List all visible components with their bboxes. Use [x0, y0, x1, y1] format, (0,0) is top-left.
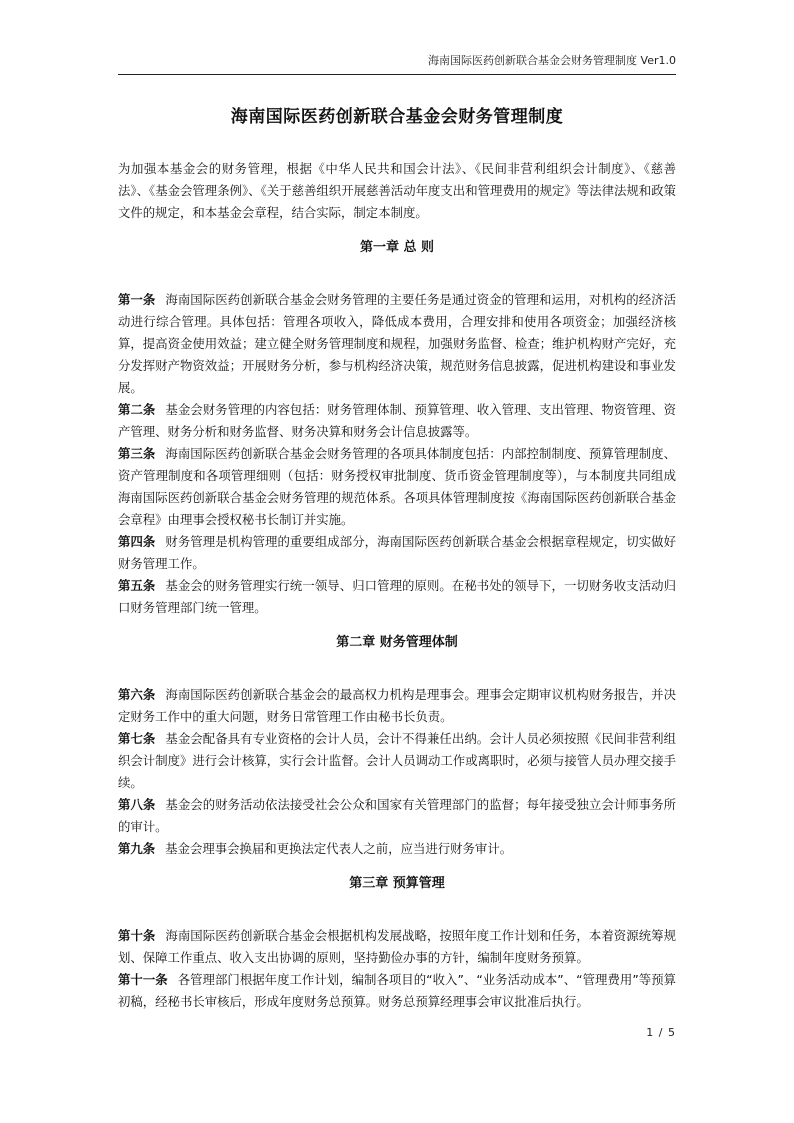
article-paragraph [118, 794, 676, 838]
article-label: 第二条 [118, 402, 156, 417]
intro-paragraph: 为加强本基金会的财务管理，根据《中华人民共和国会计法》、《民间非营利组织会计制度》、《慈善法》、《基金会管理条例》、《关于慈善组织开展慈善活动年度支出和管理费用的规定》等法律法规和政策文件的规定，和本基金会章程，结合实际，制定本制度。 [118, 161, 676, 220]
article-text: 海南国际医药创新联合基金会根据机构发展战略，按照年度工作计划和任务，本着资源统筹规划、保障工作重点、收入支出协调的原则，坚持勤俭办事的方针，编制年度财务预算。 [118, 928, 677, 965]
article-paragraph [118, 684, 676, 728]
article-text: 海南国际医药创新联合基金会财务管理的各项具体制度包括：内部控制制度、预算管理制度、资产管理制度和各项管理细则（包括：财务授权审批制度、货币资金管理制度等），与本制度共同组成海南国际医药创新联合基金会财务管理的规范体系。各项具体管理制度按《海南国际医药创新联合基金会章程》由理事会授权秘书长制订并实施。 [118, 446, 677, 527]
article-paragraph [118, 443, 676, 531]
article-paragraph [118, 531, 676, 575]
chapter-heading: 第一章 总 则 [359, 240, 435, 255]
article-label: 第十一条 [118, 972, 168, 987]
chapter-heading: 第二章 财务管理体制 [336, 635, 458, 650]
article-paragraph [118, 925, 676, 969]
article-paragraph [118, 969, 676, 1013]
document-body [118, 158, 676, 1013]
article-text: 海南国际医药创新联合基金会的最高权力机构是理事会。理事会定期审议机构财务报告，并决定财务工作中的重大问题，财务日常管理工作由秘书长负责。 [118, 687, 677, 724]
article-label: 第七条 [118, 731, 156, 746]
running-header [118, 54, 676, 75]
article-paragraph [118, 728, 676, 794]
article-paragraph [118, 399, 676, 443]
article-label: 第八条 [118, 797, 156, 812]
chapter-heading: 第三章 预算管理 [349, 876, 445, 891]
document-title: 海南国际医药创新联合基金会财务管理制度 [230, 107, 564, 127]
article-text: 基金会的财务活动依法接受社会公众和国家有关管理部门的监督；每年接受独立会计师事务所的审计。 [118, 797, 677, 834]
article-text: 基金会配备具有专业资格的会计人员，会计不得兼任出纳。会计人员必须按照《民间非营利组织会计制度》进行会计核算，实行会计监督。会计人员调动工作或离职时，必须与接管人员办理交接手续。 [118, 731, 677, 790]
article-text: 海南国际医药创新联合基金会财务管理的主要任务是通过资金的管理和运用，对机构的经济活动进行综合管理。具体包括：管理各项收入，降低成本费用，合理安排和使用各项资金；加强经济核算，提高资金使用效益；建立健全财务管理制度和规程，加强财务监督、检查；维护机构财产完好，充分发挥财产物资效益；开展财务分析，参与机构经济决策，规范财务信息披露，促进机构建设和事业发展。 [118, 292, 677, 395]
article-label: 第九条 [118, 841, 156, 856]
article-paragraph [118, 575, 676, 619]
running-title: 海南国际医药创新联合基金会财务管理制度 Ver1.0 [428, 54, 676, 67]
article-label: 第十条 [118, 928, 156, 943]
article-label: 第三条 [118, 446, 156, 461]
article-label: 第四条 [118, 534, 156, 549]
article-label: 第五条 [118, 578, 156, 593]
article-text: 基金会财务管理的内容包括：财务管理体制、预算管理、收入管理、支出管理、物资管理、资产管理、财务分析和财务监督、财务决算和财务会计信息披露等。 [118, 402, 677, 439]
article-label: 第一条 [118, 292, 156, 307]
article-text: 基金会理事会换届和更换法定代表人之前，应当进行财务审计。 [165, 841, 513, 856]
article-paragraph [118, 838, 676, 860]
article-text: 基金会的财务管理实行统一领导、归口管理的原则。在秘书处的领导下，一切财务收支活动归口财务管理部门统一管理。 [118, 578, 677, 615]
page-number: 1 / 5 [646, 1026, 676, 1039]
article-label: 第六条 [118, 687, 156, 702]
article-text: 财务管理是机构管理的重要组成部分，海南国际医药创新联合基金会根据章程规定，切实做好财务管理工作。 [118, 534, 677, 571]
article-paragraph [118, 289, 676, 399]
article-text: 各管理部门根据年度工作计划，编制各项目的“收入”、“业务活动成本”、“管理费用”等预算初稿，经秘书长审核后，形成年度财务总预算。财务总预算经理事会审议批准后执行。 [118, 972, 677, 1009]
